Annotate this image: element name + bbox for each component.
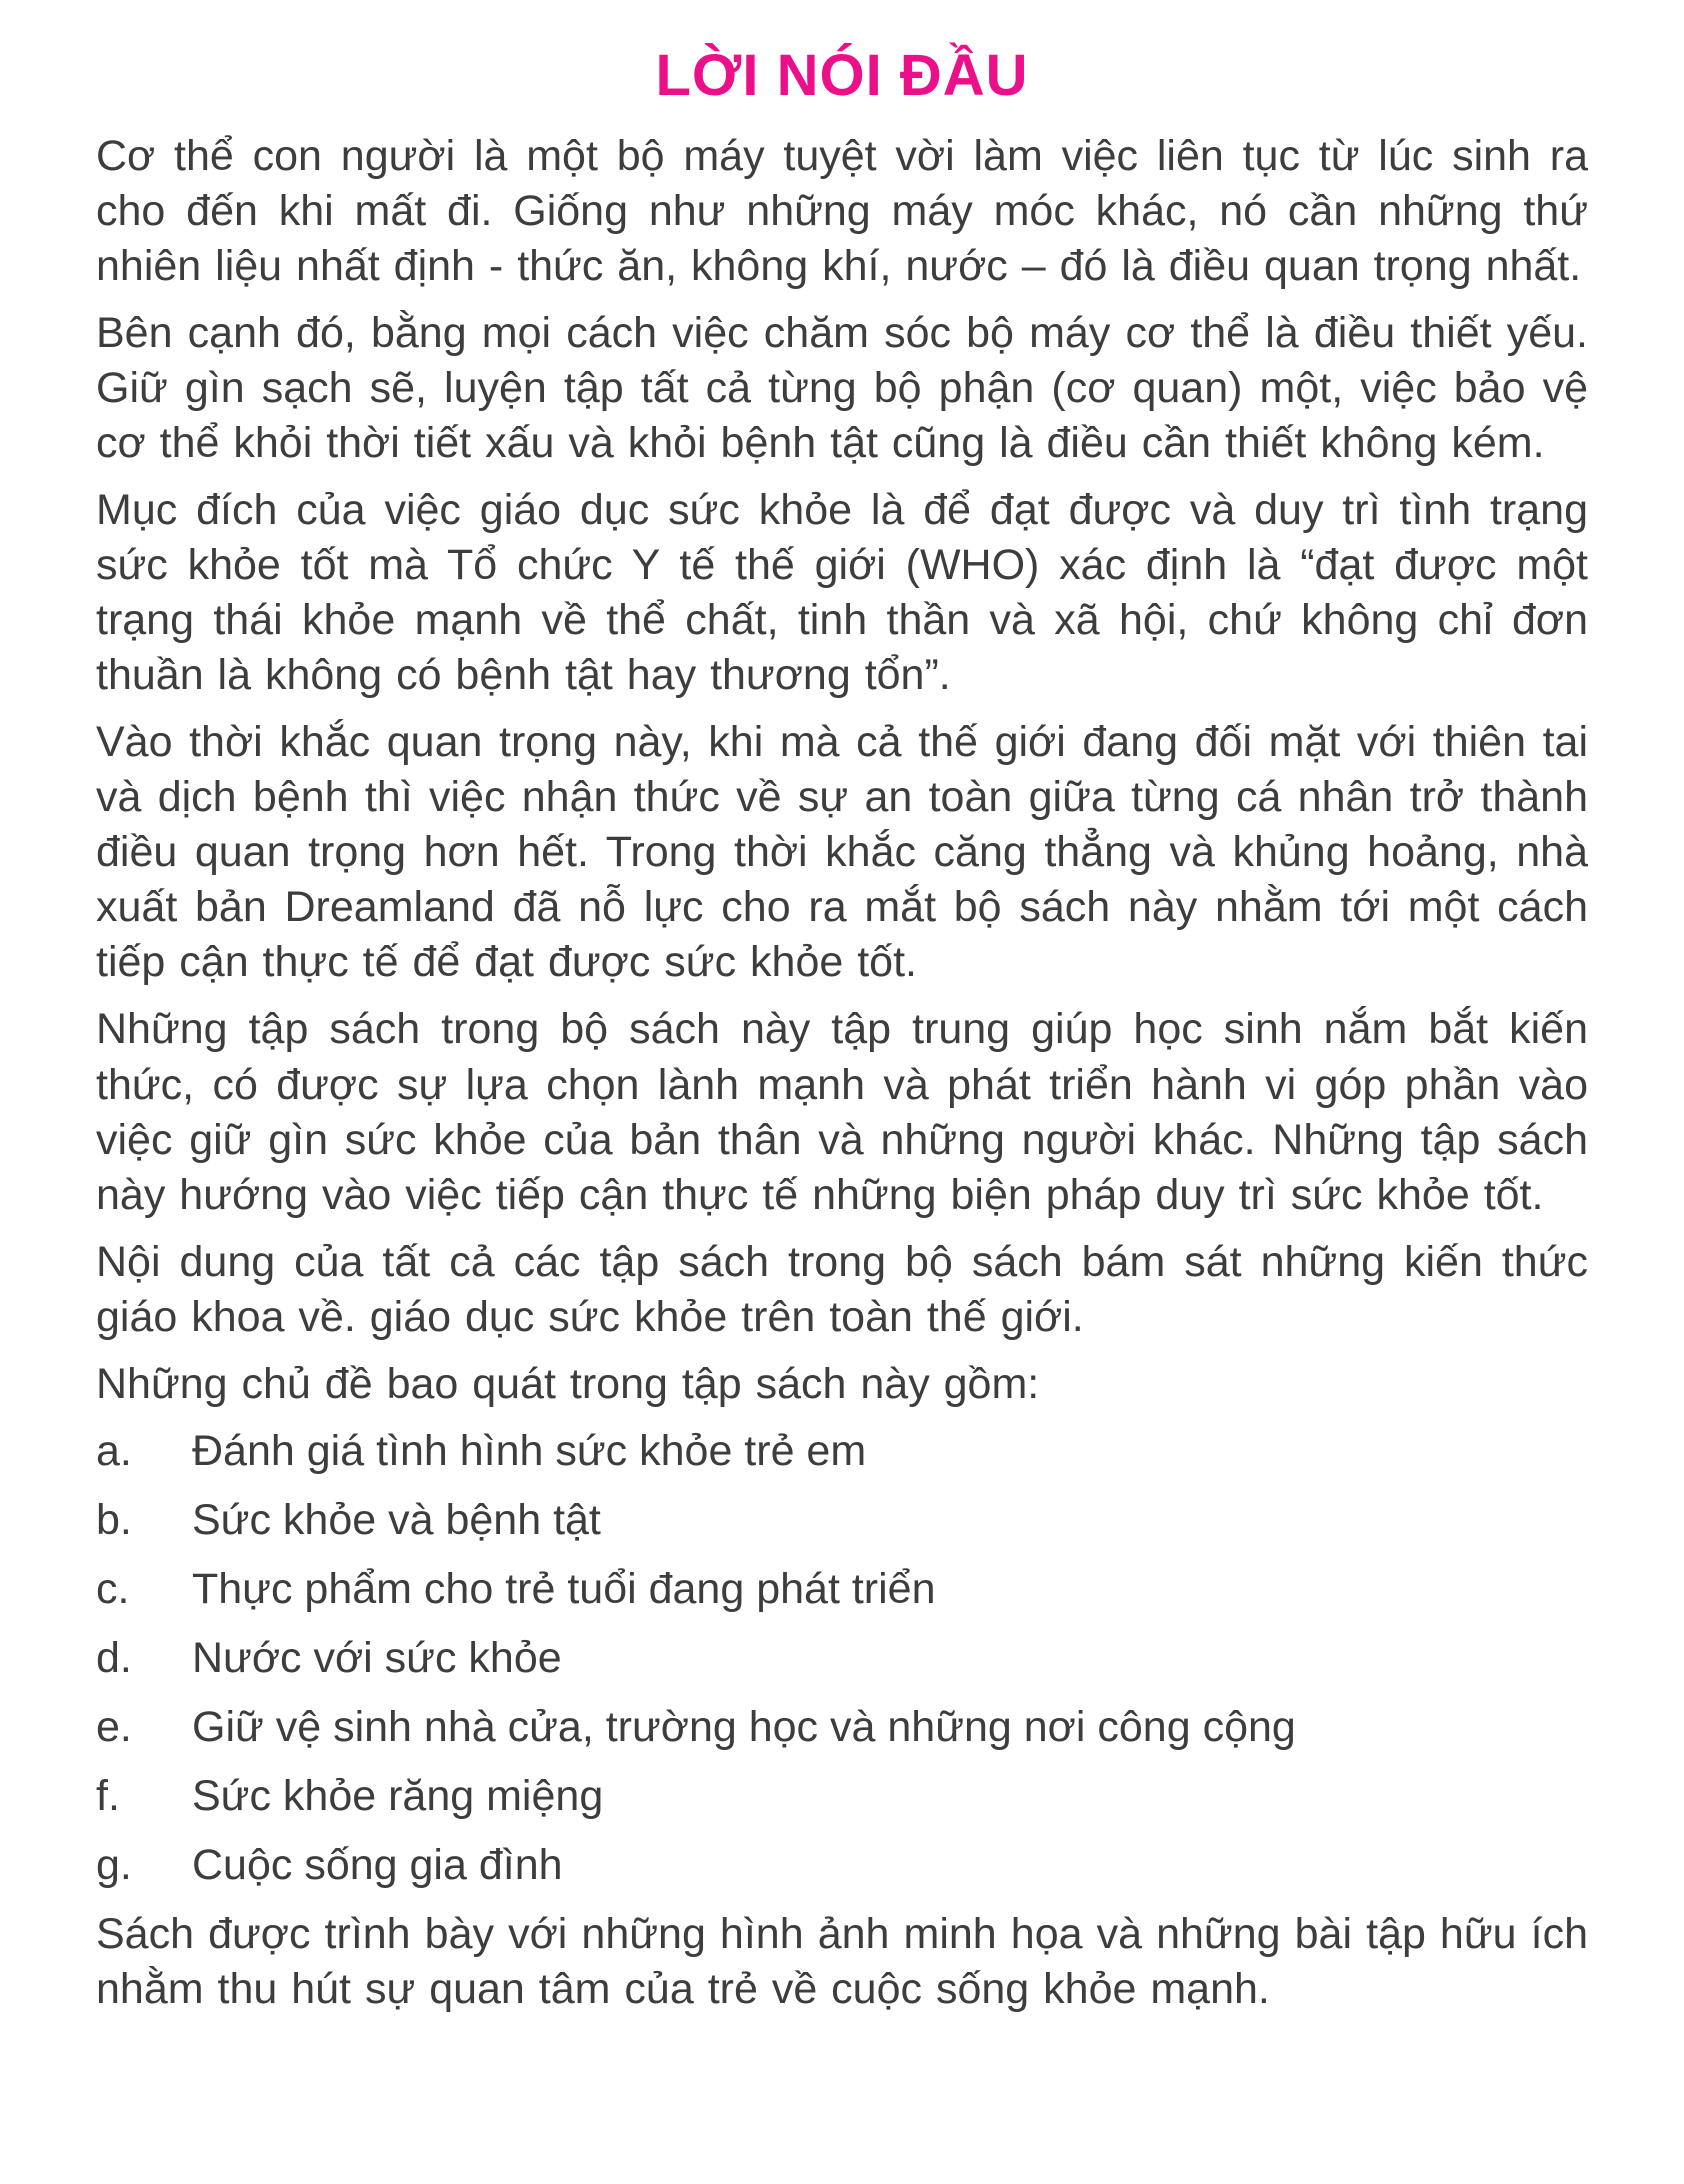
list-item-text: Đánh giá tình hình sức khỏe trẻ em bbox=[192, 1426, 867, 1475]
list-item-text: Sức khỏe và bệnh tật bbox=[192, 1495, 601, 1544]
list-item bbox=[96, 1493, 1588, 1548]
list-item-text: Sức khỏe răng miệng bbox=[192, 1771, 604, 1820]
list-marker: g. bbox=[96, 1840, 132, 1889]
paragraph-care: Bên cạnh đó, bằng mọi cách việc chăm sóc bộ máy cơ thể là điều thiết yếu. Giữ gìn sạch sẽ, luyện tập tất cả từng bộ phận (cơ quan) một, việc bảo vệ cơ thể khỏi thời tiết xấu và khỏi bệnh tật cũng là điều cần thiết không kém. bbox=[96, 309, 1588, 468]
list-marker: a. bbox=[96, 1426, 132, 1475]
topic-list bbox=[96, 1424, 1588, 1893]
list-item bbox=[96, 1424, 1588, 1479]
list-marker: f. bbox=[96, 1771, 120, 1820]
paragraph-book-goal: Những tập sách trong bộ sách này tập trung giúp học sinh nắm bắt kiến thức, có được sự lựa chọn lành mạnh và phát triển hành vi góp phần vào việc giữ gìn sức khỏe của bản thân và những người khác. Những tập sách này hướng vào việc tiếp cận thực tế những biện pháp duy trì sức khỏe tốt. bbox=[96, 1005, 1588, 1219]
paragraph-topics-lead: Những chủ đề bao quát trong tập sách này gồm: bbox=[96, 1359, 1040, 1408]
paragraph-who-definition: Mục đích của việc giáo dục sức khỏe là để đạt được và duy trì tình trạng sức khỏe tốt mà Tổ chức Y tế thế giới (WHO) xác định là “đạt được một trạng thái khỏe mạnh về thể chất, tinh thần và xã hội, chứ không chỉ đơn thuần là không có bệnh tật hay thương tổn”. bbox=[96, 486, 1588, 700]
list-item bbox=[96, 1769, 1588, 1824]
list-item-text: Nước với sức khỏe bbox=[192, 1633, 562, 1682]
list-marker: b. bbox=[96, 1495, 132, 1544]
list-item bbox=[96, 1700, 1588, 1755]
paragraph-content-note: Nội dung của tất cả các tập sách trong bộ sách bám sát những kiến thức giáo khoa về. giáo dục sức khỏe trên toàn thế giới. bbox=[96, 1237, 1588, 1341]
closing-paragraph: Sách được trình bày với những hình ảnh minh họa và những bài tập hữu ích nhằm thu hút sự quan tâm của trẻ về cuộc sống khỏe mạnh. bbox=[96, 1909, 1588, 2013]
list-marker: c. bbox=[96, 1564, 130, 1613]
paragraph-intro: Cơ thể con người là một bộ máy tuyệt vời làm việc liên tục từ lúc sinh ra cho đến khi mất đi. Giống như những máy móc khác, nó cần những thứ nhiên liệu nhất định - thức ăn, không khí, nước – đó là điều quan trọng nhất. bbox=[96, 132, 1588, 291]
list-marker: e. bbox=[96, 1702, 132, 1751]
paragraph-context: Vào thời khắc quan trọng này, khi mà cả thế giới đang đối mặt với thiên tai và dịch bệnh thì việc nhận thức về sự an toàn giữa từng cá nhân trở thành điều quan trọng hơn hết. Trong thời khắc căng thẳng và khủng hoảng, nhà xuất bản Dreamland đã nỗ lực cho ra mắt bộ sách này nhằm tới một cách tiếp cận thực tế để đạt được sức khỏe tốt. bbox=[96, 718, 1588, 987]
list-marker: d. bbox=[96, 1633, 132, 1682]
list-item bbox=[96, 1838, 1588, 1893]
list-item-text: Thực phẩm cho trẻ tuổi đang phát triển bbox=[192, 1564, 936, 1613]
list-item bbox=[96, 1631, 1588, 1686]
list-item bbox=[96, 1562, 1588, 1617]
list-item-text: Cuộc sống gia đình bbox=[192, 1840, 563, 1889]
list-item-text: Giữ vệ sinh nhà cửa, trường học và những nơi công cộng bbox=[192, 1702, 1296, 1751]
page-title: LỜI NÓI ĐẦU bbox=[655, 43, 1029, 108]
